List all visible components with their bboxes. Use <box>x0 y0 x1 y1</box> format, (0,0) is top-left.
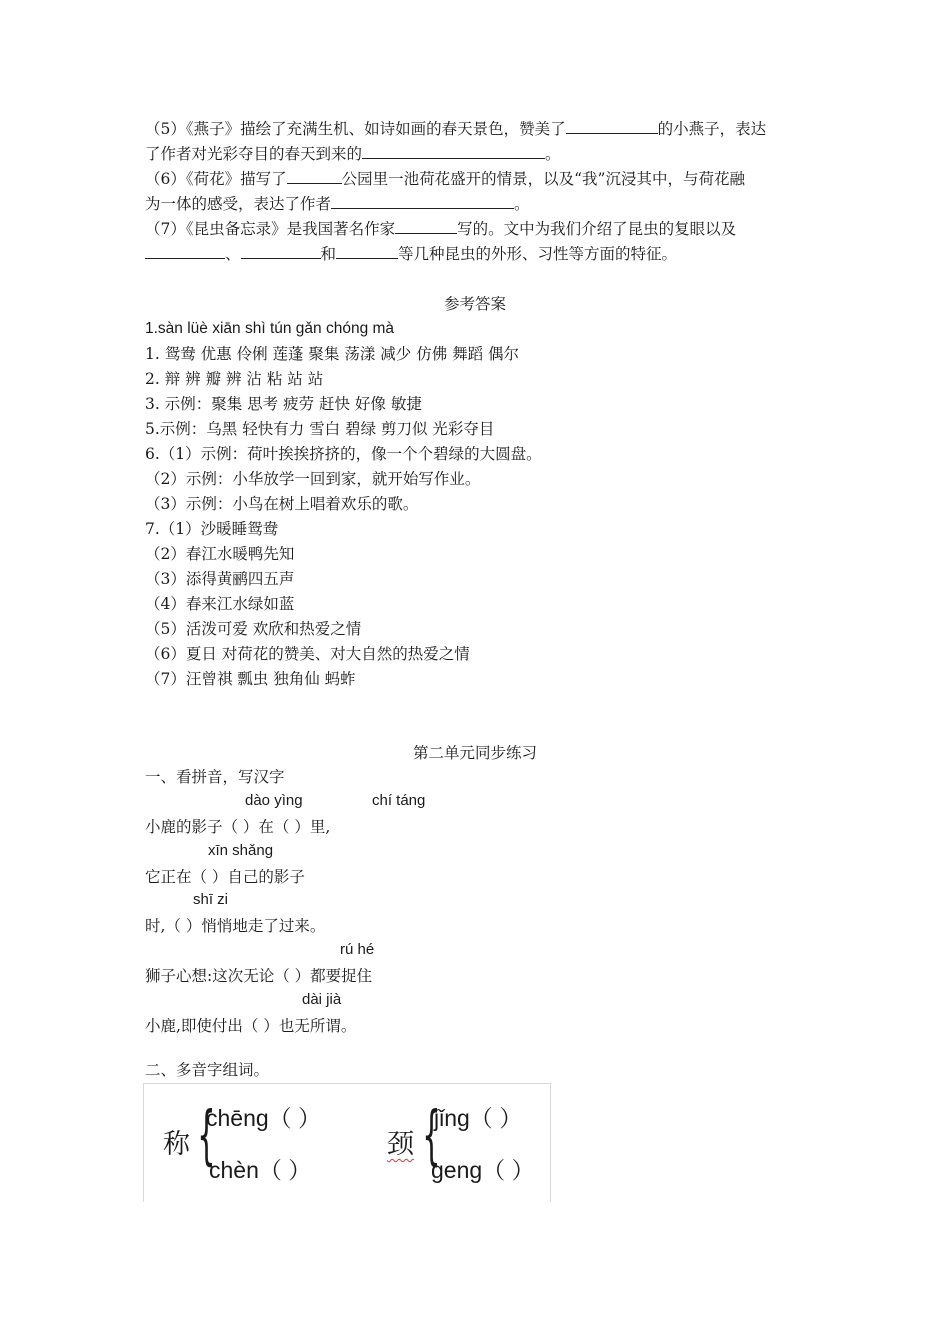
answer-line: 2. 辩 辨 瓣 辨 沾 粘 站 站 <box>145 370 324 388</box>
answer-blank[interactable] <box>241 243 321 259</box>
answer-line: （7）汪曾祺 瓢虫 独角仙 蚂蚱 <box>145 670 356 688</box>
fill-line-2: 它正在（ ）自己的影子 <box>145 868 305 886</box>
answer-line: 1.sàn lüè xiān shì tún gǎn chóng mà <box>145 320 395 337</box>
answer-line: 1. 鸳鸯 优惠 伶俐 莲蓬 聚集 荡漾 减少 仿佛 舞蹈 偶尔 <box>145 345 520 363</box>
q5-line2: 了作者对光彩夺目的春天到来的 。 <box>145 145 561 163</box>
pinyin-chitang: chí táng <box>372 792 426 809</box>
answer-line: （4）春来江水绿如蓝 <box>145 595 295 613</box>
pinyin-ruhe: rú hé <box>340 941 375 958</box>
answer-line: （3）示例：小鸟在树上唱着欢乐的歌。 <box>145 495 419 513</box>
pinyin-shizi: shī zi <box>193 891 229 908</box>
answer-line: （2）示例：小华放学一回到家，就开始写作业。 <box>145 470 481 488</box>
answer-blank[interactable] <box>362 143 545 159</box>
section1-heading: 一、看拼音，写汉字 <box>145 768 285 786</box>
brace-icon: { <box>197 1099 216 1173</box>
brace-icon: { <box>422 1099 441 1173</box>
answer-line: 6.（1）示例：荷叶挨挨挤挤的，像一个个碧绿的大圆盘。 <box>145 445 542 463</box>
reading-geng[interactable]: geng（ ） <box>431 1157 535 1183</box>
answer-blank[interactable] <box>145 243 225 259</box>
polyphone-char-cheng: 称 <box>163 1129 190 1160</box>
answer-line: （3）添得黄鹂四五声 <box>145 570 295 588</box>
q5-line1: （5）《燕子》描绘了充满生机、如诗如画的春天景色，赞美了 的小燕子，表达 <box>145 120 767 138</box>
answer-blank[interactable] <box>566 118 658 134</box>
q7-line2: 、 和 等几种昆虫的外形、习性等方面的特征。 <box>145 243 677 265</box>
pinyin-daoying: dào yìng <box>245 792 303 809</box>
answer-line: 3. 示例：聚集 思考 疲劳 赶快 好像 敏捷 <box>145 395 422 413</box>
pinyin-daijia: dài jià <box>302 991 342 1008</box>
pinyin-xinshang: xīn shǎng <box>208 842 274 859</box>
answer-line: （6）夏日 对荷花的赞美、对大自然的热爱之情 <box>145 645 470 663</box>
q6-line1: （6）《荷花》描写了 公园里一池荷花盛开的情景，以及“我”沉浸其中，与荷花融 <box>145 170 745 188</box>
reading-cheng1[interactable]: chēng（ ） <box>206 1105 322 1131</box>
fill-line-4: 狮子心想:这次无论（ ）都要捉住 <box>145 967 373 985</box>
answer-line: （5）活泼可爱 欢欣和热爱之情 <box>145 620 362 638</box>
answer-blank[interactable] <box>331 193 514 209</box>
section2-heading: 二、多音字组词。 <box>145 1061 270 1079</box>
answer-line: （2）春江水暖鸭先知 <box>145 545 295 563</box>
polyphone-char-jing: 颈 <box>387 1129 414 1160</box>
reading-chen[interactable]: chèn（ ） <box>209 1157 312 1183</box>
answer-blank[interactable] <box>336 243 398 259</box>
polyphone-exercise <box>143 1083 551 1202</box>
fill-line-5: 小鹿,即使付出（ ）也无所谓。 <box>145 1017 357 1035</box>
answer-blank[interactable] <box>287 168 342 184</box>
fill-line-1: 小鹿的影子（ ）在（ ）里, <box>145 818 331 836</box>
unit2-title: 第二单元同步练习 <box>412 744 537 762</box>
q7-line1: （7）《昆虫备忘录》是我国著名作家 写的。文中为我们介绍了昆虫的复眼以及 <box>145 220 737 238</box>
answer-line: 5.示例：乌黑 轻快有力 雪白 碧绿 剪刀似 光彩夺目 <box>145 420 495 438</box>
fill-line-3: 时,（ ）悄悄地走了过来。 <box>145 917 326 935</box>
answer-blank[interactable] <box>395 218 457 234</box>
q6-line2: 为一体的感受，表达了作者 。 <box>145 195 530 213</box>
answer-line: 7.（1）沙暖睡鸳鸯 <box>145 520 279 538</box>
answers-title: 参考答案 <box>443 295 506 313</box>
reading-jing[interactable]: jǐng（ ） <box>434 1105 523 1131</box>
